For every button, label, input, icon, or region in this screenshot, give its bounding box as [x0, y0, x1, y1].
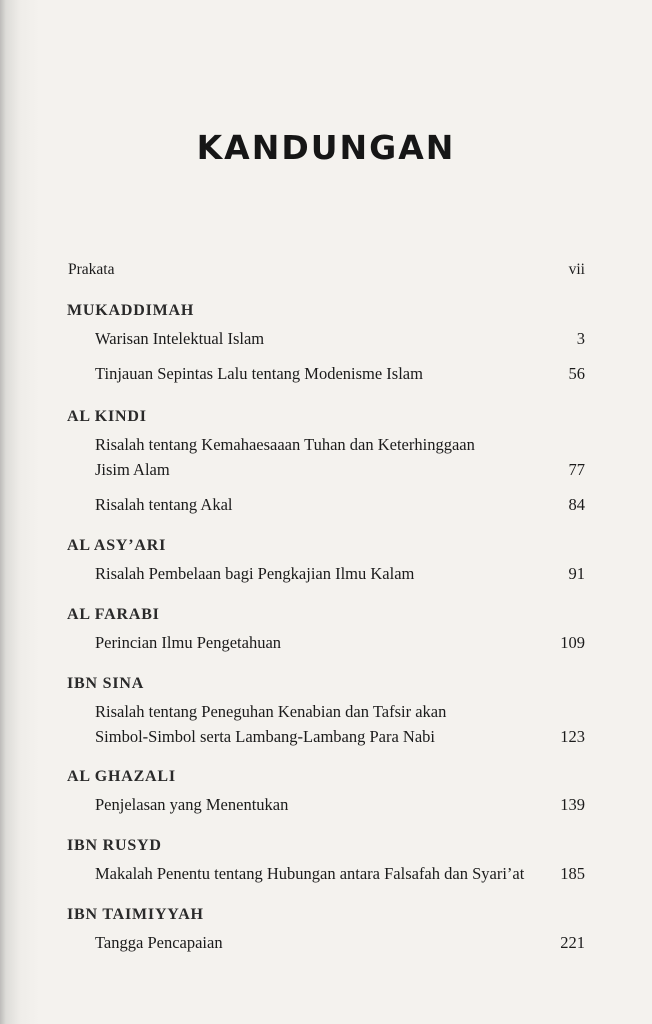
toc-page-number: 56	[568, 364, 585, 383]
toc-entry-title: Risalah Pembelaan bagi Pengkajian Ilmu Kalam	[95, 564, 415, 583]
toc-section-al-farabi	[67, 606, 585, 655]
toc-page-number: 109	[560, 633, 585, 652]
toc-entry	[67, 561, 585, 586]
toc-entry	[67, 326, 585, 351]
section-heading: IBN RUSYD	[67, 837, 162, 854]
toc-entry	[67, 792, 585, 817]
toc-entry	[67, 630, 585, 655]
toc-page-number: 77	[568, 460, 585, 479]
toc-page-number: 91	[568, 564, 585, 583]
section-heading: AL FARABI	[67, 606, 160, 623]
toc-entry-title: Penjelasan yang Menentukan	[95, 795, 289, 814]
toc-section-ibn-rusyd	[67, 837, 585, 886]
toc-entry	[67, 492, 585, 517]
toc-entry-prakata	[68, 261, 585, 281]
toc-entry-title-line: Jisim Alam	[95, 460, 170, 479]
toc-entry	[67, 699, 585, 749]
toc-entry-title: Risalah tentang Akal	[95, 495, 233, 514]
page-title: KANDUNGAN	[196, 128, 456, 167]
toc-entry-title: Tangga Pencapaian	[95, 933, 223, 952]
toc-entry-title-line: Simbol-Simbol serta Lambang-Lambang Para Nabi	[95, 727, 436, 746]
toc-page-number: 221	[560, 933, 585, 952]
toc-entry-title: Warisan Intelektual Islam	[95, 329, 265, 348]
toc-entry-title: Makalah Penentu tentang Hubungan antara Falsafah dan Syari’at	[95, 864, 525, 883]
toc-page-number: vii	[568, 261, 585, 278]
toc-section-al-kindi	[67, 408, 585, 517]
toc-entry	[67, 930, 585, 955]
toc-page-number: 123	[560, 727, 585, 746]
toc-entry	[67, 861, 585, 886]
toc-page-number: 84	[568, 495, 585, 514]
toc-entry-title: Tinjauan Sepintas Lalu tentang Modenisme Islam	[95, 364, 423, 383]
toc-page-number: 3	[576, 329, 585, 348]
toc-entry-title-line: Risalah tentang Peneguhan Kenabian dan Tafsir akan	[95, 702, 447, 721]
toc-section-al-asyari	[67, 537, 585, 586]
toc-entry-label: Prakata	[68, 261, 115, 278]
section-heading: IBN SINA	[67, 675, 145, 692]
section-heading: AL KINDI	[67, 408, 147, 425]
toc-entry	[67, 432, 585, 482]
toc-page-number: 139	[560, 795, 585, 814]
toc-entry	[67, 361, 585, 386]
toc-page-number: 185	[560, 864, 585, 883]
toc-section-ibn-sina	[67, 675, 585, 749]
toc-section-ibn-taimiyyah	[67, 906, 585, 955]
toc-section-al-ghazali	[67, 768, 585, 817]
section-heading: MUKADDIMAH	[67, 302, 195, 319]
toc-section-mukaddimah	[67, 302, 585, 386]
section-heading: IBN TAIMIYYAH	[67, 906, 204, 923]
toc-entry-title: Perincian Ilmu Pengetahuan	[95, 633, 282, 652]
section-heading: AL ASY’ARI	[67, 537, 167, 554]
section-heading: AL GHAZALI	[67, 768, 176, 785]
toc-entry-title-line: Risalah tentang Kemahaesaaan Tuhan dan Keterhinggaan	[95, 435, 475, 454]
